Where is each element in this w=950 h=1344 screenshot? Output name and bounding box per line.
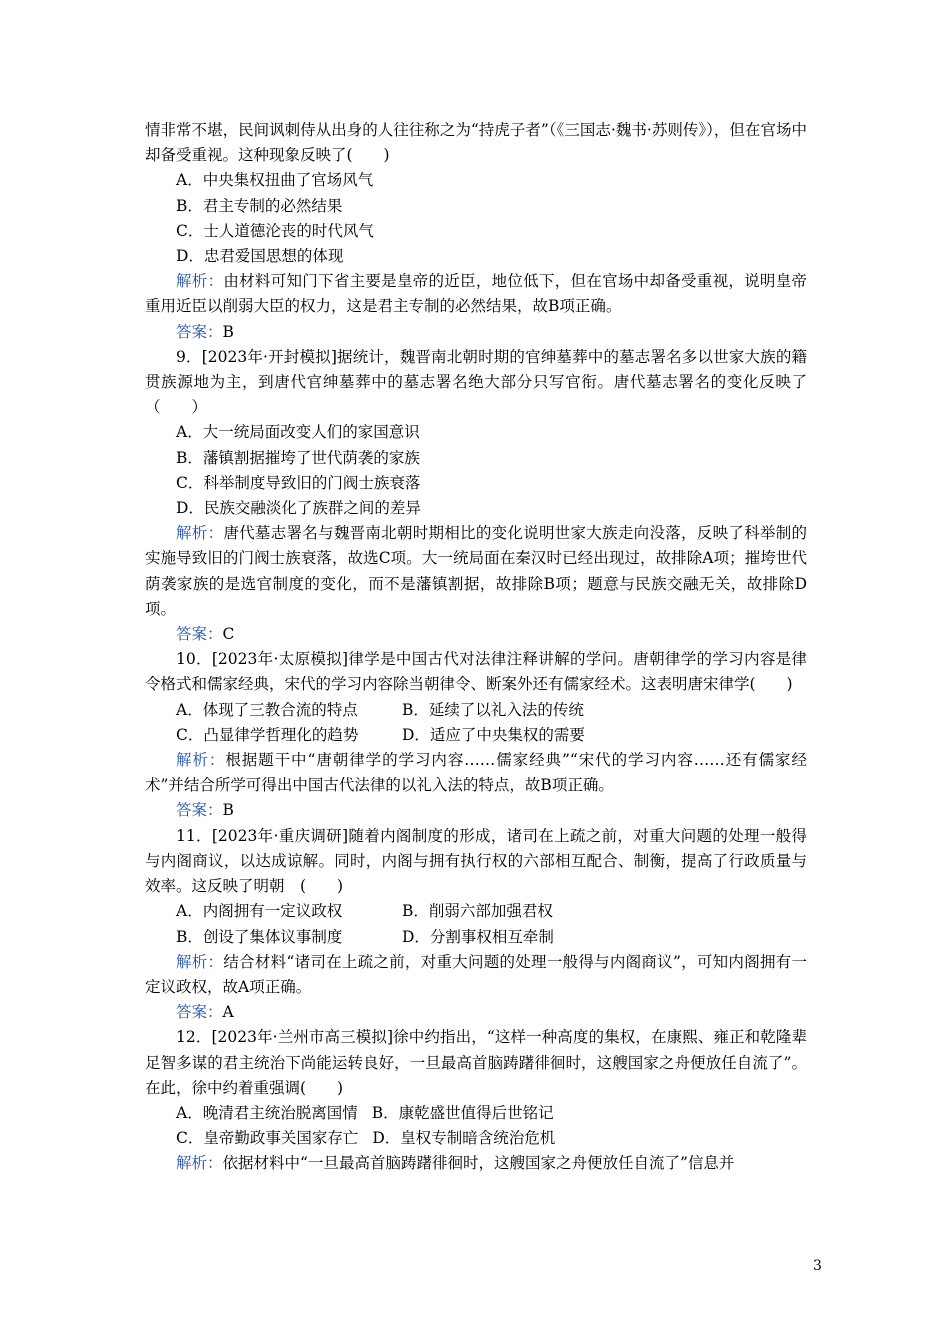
q11-analysis-text: 结合材料“诸司在上疏之前，对重大问题的处理一般得与内阁商议”，可知内阁拥有一定议政权，故A项正确。 [145, 952, 807, 996]
q8-analysis-text: 由材料可知门下省主要是皇帝的近臣，地位低下，但在官场中却备受重视，说明皇帝重用近臣以削弱大臣的权力，这是君主专制的必然结果，故B项正确。 [145, 272, 807, 316]
q12-option-c: C．皇帝勤政事关国家存亡 [176, 1129, 359, 1148]
q12-option-a: A．晚清君主统治脱离国情 [176, 1103, 358, 1122]
q10-option-b: B．延续了以礼入法的传统 [402, 700, 584, 719]
document-page [145, 118, 807, 1177]
answer-label: 答案： [176, 801, 223, 820]
q9-option-b: B．藩镇割据摧垮了世代荫袭的家族 [176, 448, 420, 467]
q12-options-row-2 [145, 1126, 807, 1151]
q9-option-c: C．科举制度导致旧的门阀士族衰落 [176, 473, 421, 492]
q10-option-d: D．适应了中央集权的需要 [402, 725, 585, 744]
q8-stem-tail: 情非常不堪，民间讽刺侍从出身的人往往称之为“持虎子者”（《三国志·魏书·苏则传》），但在官场中却备受重视。这种现象反映了( ) [145, 121, 807, 165]
q10-option-c: C．凸显律学哲理化的趋势 [176, 725, 359, 744]
q10-answer-value: B [222, 801, 234, 820]
q12-stem: 12．[2023年·兰州市高三模拟]徐中约指出，“这样一种高度的集权，在康熙、雍正和乾隆辈足智多谋的君主统治下尚能运转良好，一旦最高首脑踌躇徘徊时，这艘国家之舟便放任自流了”。在此，徐中约着重强调( ) [145, 1028, 807, 1097]
q8-option-b: B．君主专制的必然结果 [176, 196, 343, 215]
q11-option-c: B．创设了集体议事制度 [176, 927, 343, 946]
q10-analysis-text: 根据题干中“唐朝律学的学习内容……儒家经典”“宋代的学习内容……还有儒家经术”并结合所学可得出中国古代法律的以礼入法的特点，故B项正确。 [145, 751, 807, 795]
q12-option-d: D．皇权专制暗含统治危机 [372, 1129, 556, 1148]
q9-analysis-text: 唐代墓志署名与魏晋南北朝时期相比的变化说明世家大族走向没落，反映了科举制的实施导致旧的门阀士族衰落，故选C项。大一统局面在秦汉时已经出现过，故排除A项；摧垮世代荫袭家族的是选官制度的变化，而不是藩镇割据，故排除B项；题意与民族交融无关，故排除D项。 [145, 524, 807, 618]
q9-answer-value: C [222, 625, 235, 644]
q11-options-row-1 [145, 899, 807, 924]
q10-options-row-1 [145, 698, 807, 723]
analysis-label: 解析： [176, 952, 224, 971]
q9-option-d: D．民族交融淡化了族群之间的差异 [176, 499, 421, 518]
page-number: 3 [813, 1258, 822, 1274]
answer-label: 答案： [176, 625, 223, 644]
q10-options-row-2 [145, 723, 807, 748]
q11-answer-value: A [222, 1003, 234, 1022]
q10-stem: 10．[2023年·太原模拟]律学是中国古代对法律注释讲解的学问。唐朝律学的学习内容是律令格式和儒家经典，宋代的学习内容除当朝律令、断案外还有儒家经术。这表明唐宋律学( ) [145, 650, 807, 694]
q11-option-a: A．内阁拥有一定议政权 [176, 902, 343, 921]
q9-answer [145, 622, 807, 647]
q11-options-row-2 [145, 925, 807, 950]
q8-answer [145, 320, 807, 345]
analysis-label: 解析： [176, 1154, 223, 1173]
q9-option-a: A．大一统局面改变人们的家国意识 [176, 423, 420, 442]
q10-analysis [145, 748, 807, 798]
answer-label: 答案： [176, 322, 223, 341]
q9-stem: 9．[2023年·开封模拟]据统计，魏晋南北朝时期的官绅墓葬中的墓志署名多以世家大族的籍贯族源地为主，到唐代官绅墓葬中的墓志署名绝大部分只写官衔。唐代墓志署名的变化反映了（ ） [145, 347, 807, 417]
q12-options-row-1 [145, 1101, 807, 1126]
analysis-label: 解析： [176, 524, 224, 543]
q12-analysis-text: 依据材料中“一旦最高首脑踌躇徘徊时，这艘国家之舟便放任自流了”信息并 [222, 1154, 735, 1173]
q12-option-b: B．康乾盛世值得后世铭记 [371, 1103, 554, 1122]
q11-option-b: B．削弱六部加强君权 [402, 902, 553, 921]
q9-analysis [145, 521, 807, 622]
q8-analysis [145, 269, 807, 319]
analysis-label: 解析： [176, 751, 226, 770]
q11-analysis [145, 950, 807, 1000]
q11-answer [145, 1000, 807, 1025]
q10-option-a: A．体现了三教合流的特点 [176, 700, 358, 719]
analysis-label: 解析： [176, 272, 224, 291]
answer-label: 答案： [176, 1003, 223, 1022]
q11-option-d: D．分割事权相互牵制 [402, 927, 554, 946]
q11-stem: 11．[2023年·重庆调研]随着内阁制度的形成，诸司在上疏之前，对重大问题的处理一般得与内阁商议，以达成谅解。同时，内阁与拥有执行权的六部相互配合、制衡，提高了行政质量与效率。这反映了明朝 ( ) [145, 826, 807, 896]
q10-answer [145, 798, 807, 823]
q8-option-c: C．士人道德沦丧的时代风气 [176, 221, 374, 240]
q8-option-a: A．中央集权扭曲了官场风气 [176, 171, 374, 190]
q8-answer-value: B [222, 322, 234, 341]
q12-analysis [145, 1151, 807, 1176]
q8-option-d: D．忠君爱国思想的体现 [176, 247, 344, 266]
